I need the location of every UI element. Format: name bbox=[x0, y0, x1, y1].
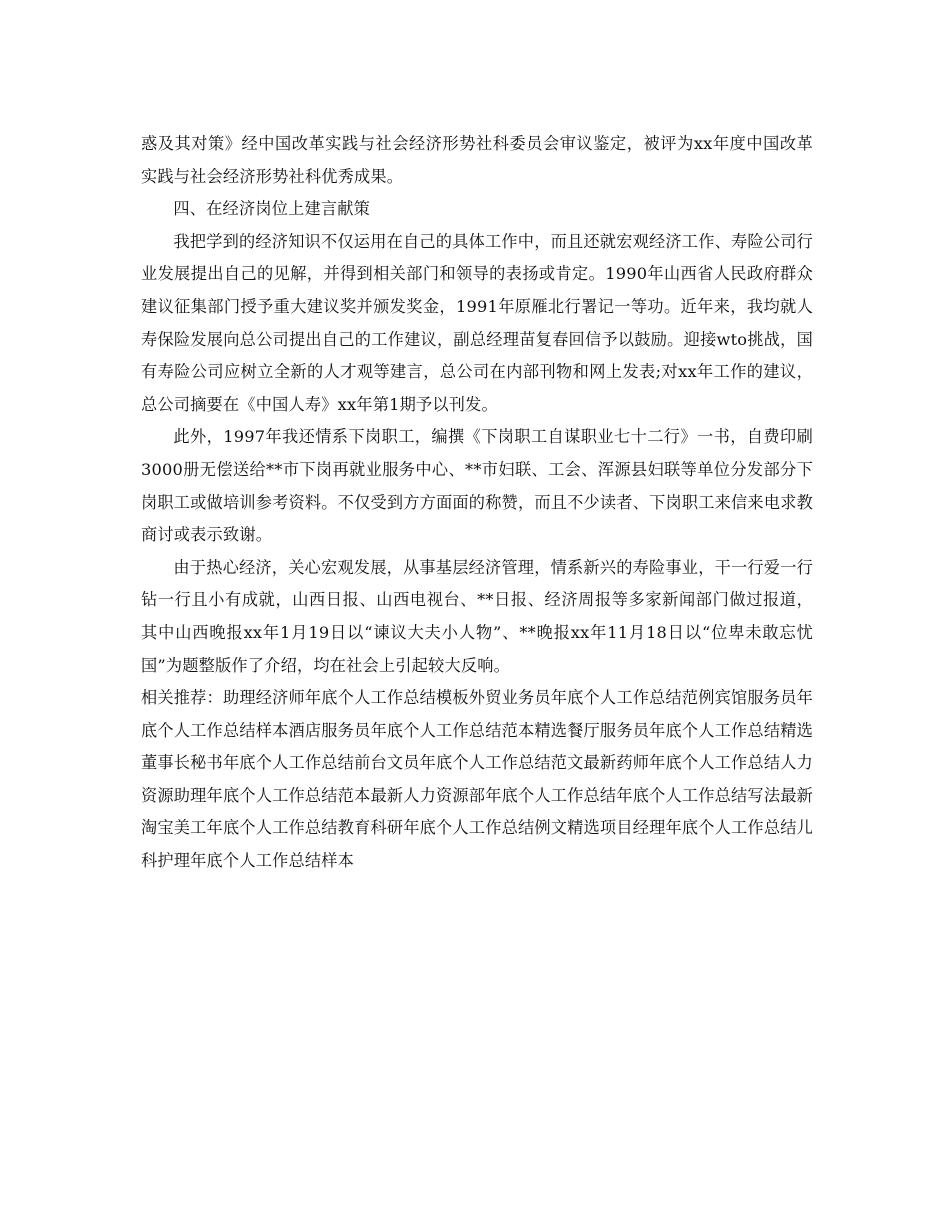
paragraph-laid-off-workers: 此外，1997年我还情系下岗职工，编撰《下岗职工自谋职业七十二行》一书，自费印刷3000册无偿送给**市下岗再就业服务中心、**市妇联、工会、浑源县妇联等单位分发部分下岗职工或做培训参考资料。不仅受到方方面面的称赞，而且不少读者、下岗职工来信来电求教商讨或表示致谢。 bbox=[141, 427, 813, 545]
paragraph-media-reports: 由于热心经济，关心宏观发展，从事基层经济管理，情系新兴的寿险事业，干一行爱一行钻一行且小有成就，山西日报、山西电视台、**日报、经济周报等多家新闻部门做过报道，其中山西晚报xx年1月19日以“谏议大夫小人物”、**晚报xx年11月18日以“位卑未敢忘忧国”为题整版作了介绍，均在社会上引起较大反响。 bbox=[141, 557, 813, 675]
document-body bbox=[141, 128, 813, 878]
related-recommendations: 相关推荐：助理经济师年底个人工作总结模板外贸业务员年底个人工作总结范例宾馆服务员年底个人工作总结样本酒店服务员年底个人工作总结范本精选餐厅服务员年底个人工作总结精选董事长秘书年底个人工作总结前台文员年底个人工作总结范文最新药师年底个人工作总结人力资源助理年底个人工作总结范本最新人力资源部年底个人工作总结年底个人工作总结写法最新淘宝美工年底个人工作总结教育科研年底个人工作总结例文精选项目经理年底个人工作总结儿科护理年底个人工作总结样本 bbox=[141, 688, 813, 871]
section-heading: 四、在经济岗位上建言献策 bbox=[173, 199, 371, 219]
paragraph-suggestions: 我把学到的经济知识不仅运用在自己的具体工作中，而且还就宏观经济工作、寿险公司行业发展提出自己的见解，并得到相关部门和领导的表扬或肯定。1990年山西省人民政府群众建议征集部门授予重大建议奖并颁发奖金，1991年原雁北行署记一等功。近年来，我均就人寿保险发展向总公司提出自己的工作建议，副总经理苗复春回信予以鼓励。迎接wto挑战，国有寿险公司应树立全新的人才观等建言，总公司在内部刊物和网上发表;对xx年工作的建议，总公司摘要在《中国人寿》xx年第1期予以刊发。 bbox=[141, 231, 813, 414]
paragraph-continuation: 惑及其对策》经中国改革实践与社会经济形势社科委员会审议鉴定，被评为xx年度中国改革实践与社会经济形势社科优秀成果。 bbox=[141, 134, 813, 186]
